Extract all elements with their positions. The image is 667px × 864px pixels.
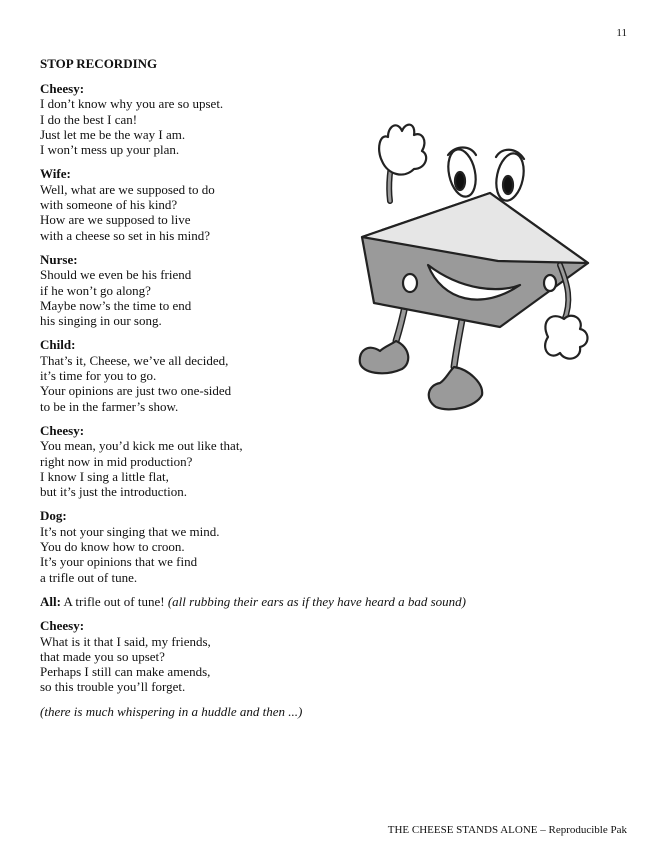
verse-line: a trifle out of tune. [40,569,138,585]
verse-line: How are we supposed to live [40,212,191,228]
verse-line: What is it that I said, my friends, [40,633,211,649]
verse-cheesy-3 [40,618,480,694]
verse-line: his singing in our song. [40,313,162,329]
verse-line: Your opinions are just two one-sided [40,383,232,399]
closing-stage-direction: (there is much whispering in a huddle and then ...) [40,703,303,719]
speaker-name: Cheesy: [40,81,85,96]
verse-line: but it’s just the introduction. [40,484,187,500]
all-line-text: A trifle out of tune! [60,593,168,609]
verse-line: You mean, you’d kick me out like that, [40,438,243,454]
page-number: 11 [616,27,627,39]
verse-cheesy-2 [40,423,480,499]
verse-line: I won’t mess up your plan. [40,142,180,158]
speaker-name: Dog: [40,508,67,524]
verse-line: You do know how to croon. [40,539,185,555]
footer-text: THE CHEESE STANDS ALONE – Reproducible Pak [387,824,627,836]
verse-line: I do the best I can! [40,111,138,127]
speaker-name: Child: [40,337,76,353]
verse-line: Just let me be the way I am. [40,126,186,142]
verse-line: so this trouble you’ll forget. [40,679,186,695]
speaker-name: All: [40,593,61,609]
verse-line: Maybe now’s the time to end [40,297,192,313]
verse-line: Perhaps I still can make amends, [40,664,211,680]
speaker-name: Cheesy: [40,422,85,438]
verse-line: right now in mid production? [40,453,193,469]
verse-line: with someone of his kind? [40,197,178,213]
verse-line: if he won’t go along? [40,282,151,298]
verse-line: Well, what are we supposed to do [40,181,215,197]
verse-line: That’s it, Cheese, we’ve all decided, [40,352,229,368]
speaker-name: Cheesy: [40,618,85,634]
verse-dog [40,508,480,584]
speaker-name: Wife: [40,166,71,182]
verse-all [40,594,480,609]
stage-direction: (all rubbing their ears as if they have heard a bad sound) [167,593,466,609]
section-title: STOP RECORDING [40,56,158,71]
verse-line: that made you so upset? [40,648,165,664]
cheese-character-icon [350,115,590,425]
verse-line: to be in the farmer’s show. [40,398,179,414]
verse-line: with a cheese so set in his mind? [40,227,211,243]
verse-line: I know I sing a little flat, [40,468,169,484]
verse-line: It’s your opinions that we find [40,554,198,570]
speaker-name: Nurse: [40,251,78,267]
verse-line: I don’t know why you are so upset. [40,96,224,112]
verse-line: it’s time for you to go. [40,368,157,384]
verse-line: Should we even be his friend [40,267,192,283]
verse-line: It’s not your singing that we mind. [40,523,220,539]
